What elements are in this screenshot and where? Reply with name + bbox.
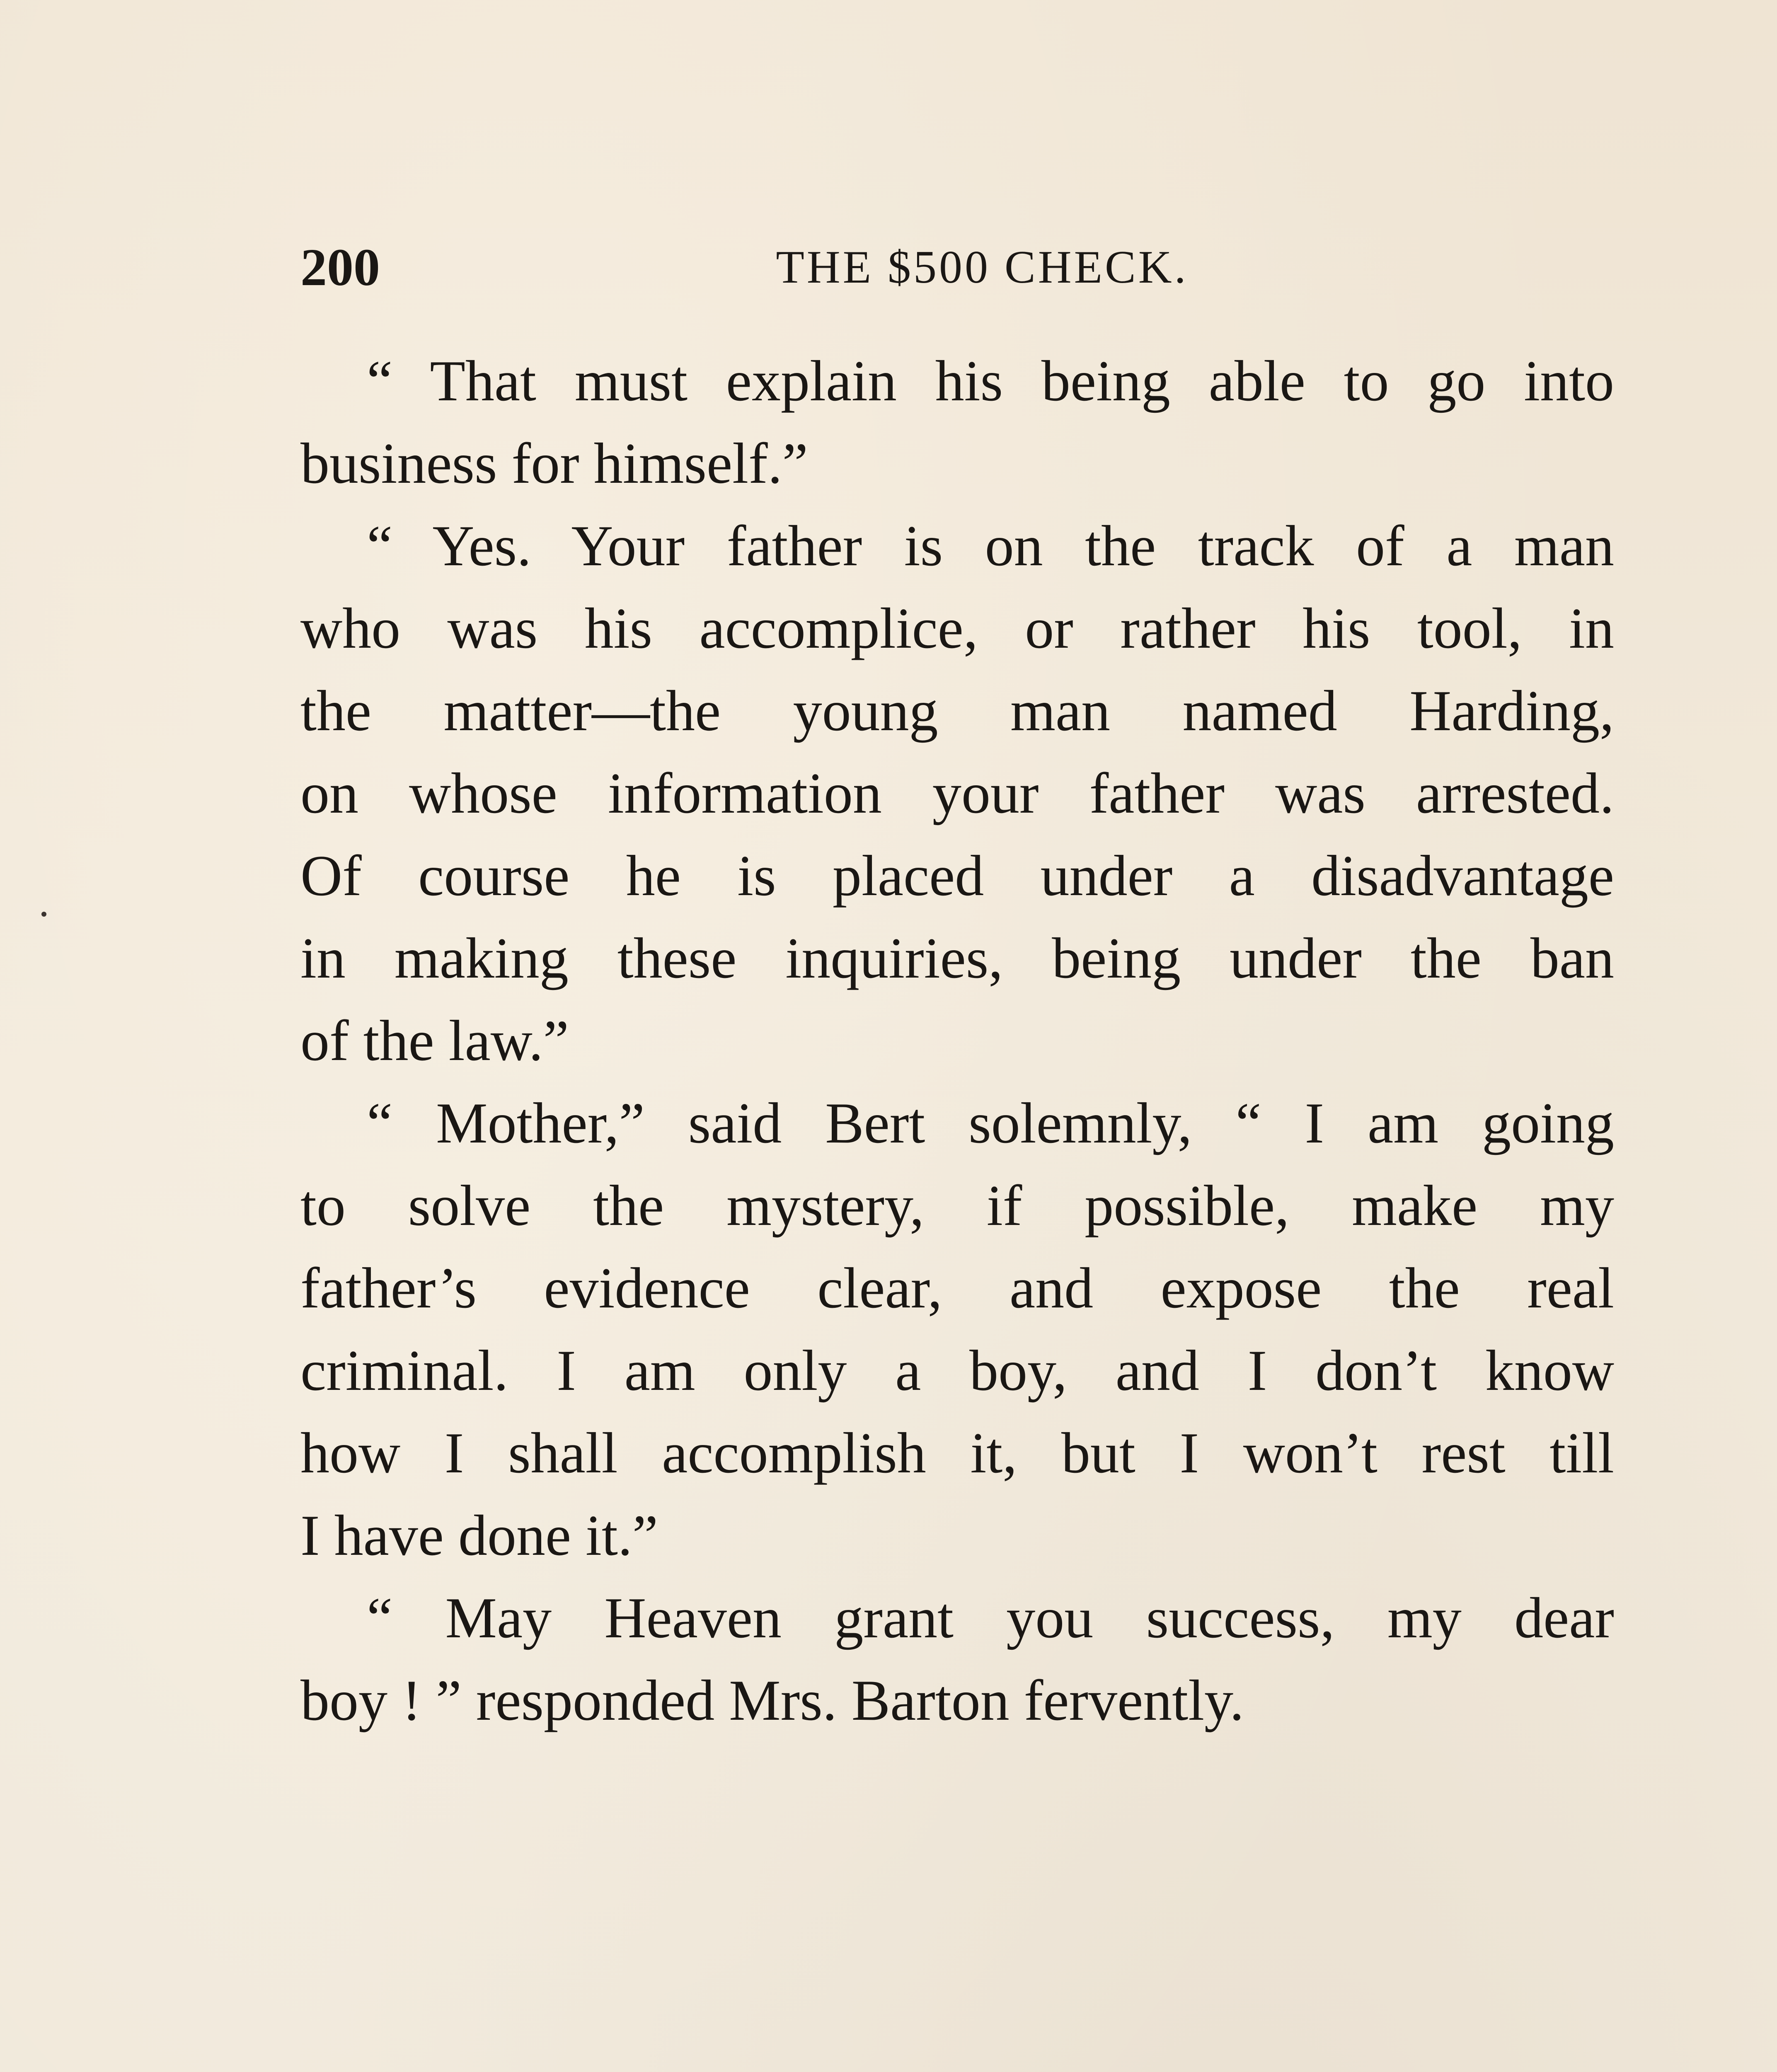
text-line: to solve the mystery, if possible, make my (300, 1174, 1614, 1238)
text-line: boy ! ” responded Mrs. Barton fervently. (300, 1668, 1244, 1733)
text-line: father’s evidence clear, and expose the real (300, 1256, 1614, 1320)
text-line: of the law.” (300, 1009, 569, 1073)
text-line: how I shall accomplish it, but I won’t rest till (300, 1421, 1614, 1485)
page-header (300, 230, 1614, 305)
page-number: 200 (300, 238, 380, 297)
text-line: “ Mother,” said Bert solemnly, “ I am going (367, 1091, 1614, 1155)
text-line: I have done it.” (300, 1503, 658, 1568)
body-text (300, 340, 1614, 1742)
text-line: on whose information your father was arrested. (300, 761, 1614, 825)
text-line: “ May Heaven grant you success, my dear (367, 1586, 1614, 1650)
text-line: “ Yes. Your father is on the track of a man (367, 514, 1614, 578)
text-line: criminal. I am only a boy, and I don’t know (300, 1339, 1614, 1403)
text-line: business for himself.” (300, 431, 808, 496)
ink-speck (41, 912, 46, 917)
text-line: “ That must explain his being able to go into (367, 349, 1614, 413)
paragraph (300, 505, 1614, 1082)
text-line: in making these inquiries, being under the ban (300, 926, 1614, 990)
text-line: who was his accomplice, or rather his tool, in (300, 596, 1614, 661)
running-head: THE $500 CHECK. (776, 242, 1189, 293)
paragraph (300, 340, 1614, 505)
paragraph (300, 1577, 1614, 1742)
text-line: the matter—the young man named Harding, (300, 679, 1614, 743)
paragraph (300, 1082, 1614, 1577)
text-line: Of course he is placed under a disadvantage (300, 844, 1614, 908)
